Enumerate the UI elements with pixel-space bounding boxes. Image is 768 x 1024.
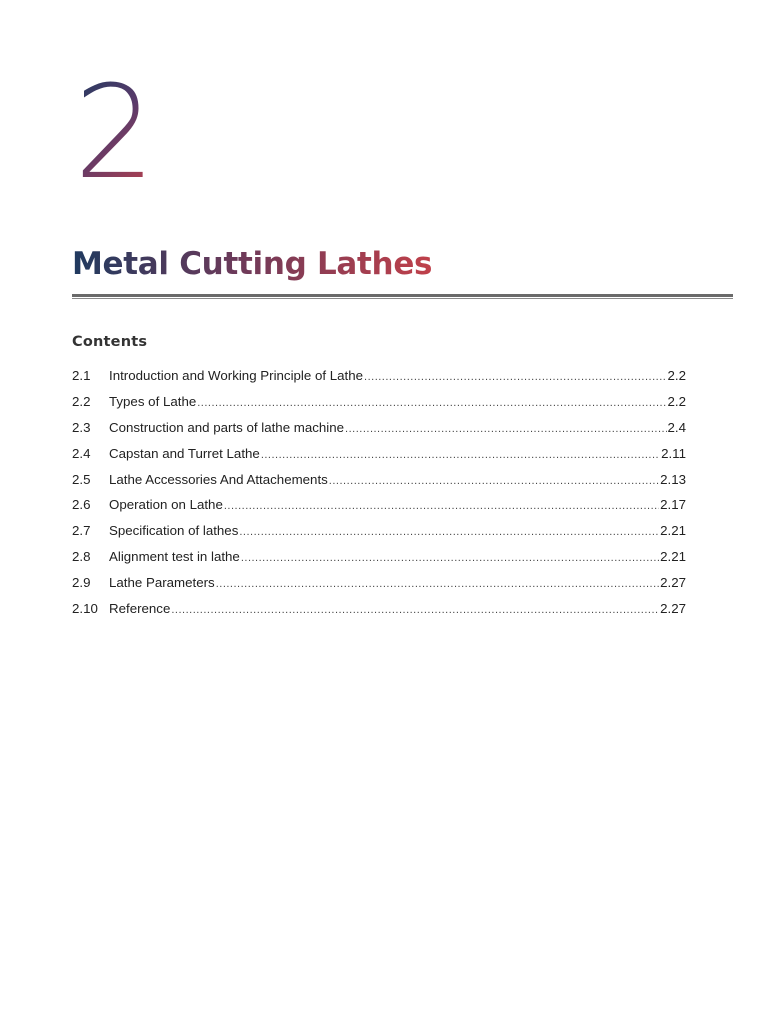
toc-entry-number: 2.2 (72, 393, 91, 409)
toc-entry-title: Specification of lathes (109, 523, 239, 539)
toc-entry-title: Construction and parts of lathe machine (109, 419, 345, 435)
title-divider (72, 294, 733, 300)
toc-entry[interactable] (72, 446, 686, 472)
toc-leader-dots (364, 368, 666, 380)
toc-entry-title: Lathe Accessories And Attachements (109, 471, 328, 487)
contents-heading: Contents (72, 334, 148, 350)
toc-entry-number: 2.9 (72, 575, 91, 591)
toc-entry-number: 2.8 (72, 549, 91, 565)
toc-entry-title: Lathe Parameters (109, 575, 215, 591)
toc-entry[interactable] (72, 601, 686, 627)
toc-entry[interactable] (72, 497, 686, 523)
title-divider-thick (72, 294, 733, 297)
toc-entry[interactable] (72, 472, 686, 498)
toc-entry[interactable] (72, 523, 686, 549)
toc-leader-dots (345, 420, 666, 432)
toc-entry-title: Reference (109, 601, 171, 617)
toc-entry-title: Introduction and Working Principle of Lathe (109, 368, 364, 383)
toc-entry[interactable] (72, 549, 686, 575)
chapter-title: Metal Cutting Lathes (72, 246, 433, 282)
toc-entry-page: 2.11 (661, 445, 686, 461)
toc-leader-dots (329, 472, 659, 484)
toc-entry-number: 2.10 (72, 601, 98, 617)
toc-entry-page: 2.4 (667, 419, 686, 435)
toc-leader-dots (216, 575, 659, 587)
toc-entry[interactable] (72, 394, 686, 420)
title-divider-thin (72, 298, 733, 299)
toc-leader-dots (224, 497, 659, 509)
toc-entry[interactable] (72, 420, 686, 446)
toc-entry-page: 2.2 (667, 393, 686, 409)
toc-entry-number: 2.3 (72, 419, 91, 435)
toc-entry-page: 2.13 (660, 471, 686, 487)
toc-entry[interactable] (72, 368, 686, 394)
toc-entry-page: 2.21 (660, 549, 686, 565)
toc-entry-page: 2.21 (660, 523, 686, 539)
toc-leader-dots (261, 446, 660, 458)
toc-entry-number: 2.6 (72, 497, 91, 513)
toc-entry-number: 2.1 (72, 368, 91, 383)
toc-leader-dots (239, 523, 659, 535)
toc-entry-number: 2.4 (72, 445, 91, 461)
toc-entry-title: Capstan and Turret Lathe (109, 445, 260, 461)
toc-entry-title: Types of Lathe (109, 393, 197, 409)
toc-leader-dots (241, 549, 659, 561)
toc-entry-title: Alignment test in lathe (109, 549, 240, 565)
toc-entry-page: 2.17 (660, 497, 686, 513)
toc-entry-title: Operation on Lathe (109, 497, 223, 513)
toc-entry[interactable] (72, 575, 686, 601)
toc-entry-number: 2.5 (72, 471, 91, 487)
toc-leader-dots (197, 394, 666, 406)
toc-entry-page: 2.27 (660, 601, 686, 617)
toc-entry-page: 2.2 (667, 368, 686, 383)
chapter-number: 2 (74, 59, 154, 208)
toc-entry-page: 2.27 (660, 575, 686, 591)
toc-leader-dots (171, 601, 659, 613)
toc-entry-number: 2.7 (72, 523, 91, 539)
table-of-contents (72, 368, 686, 627)
